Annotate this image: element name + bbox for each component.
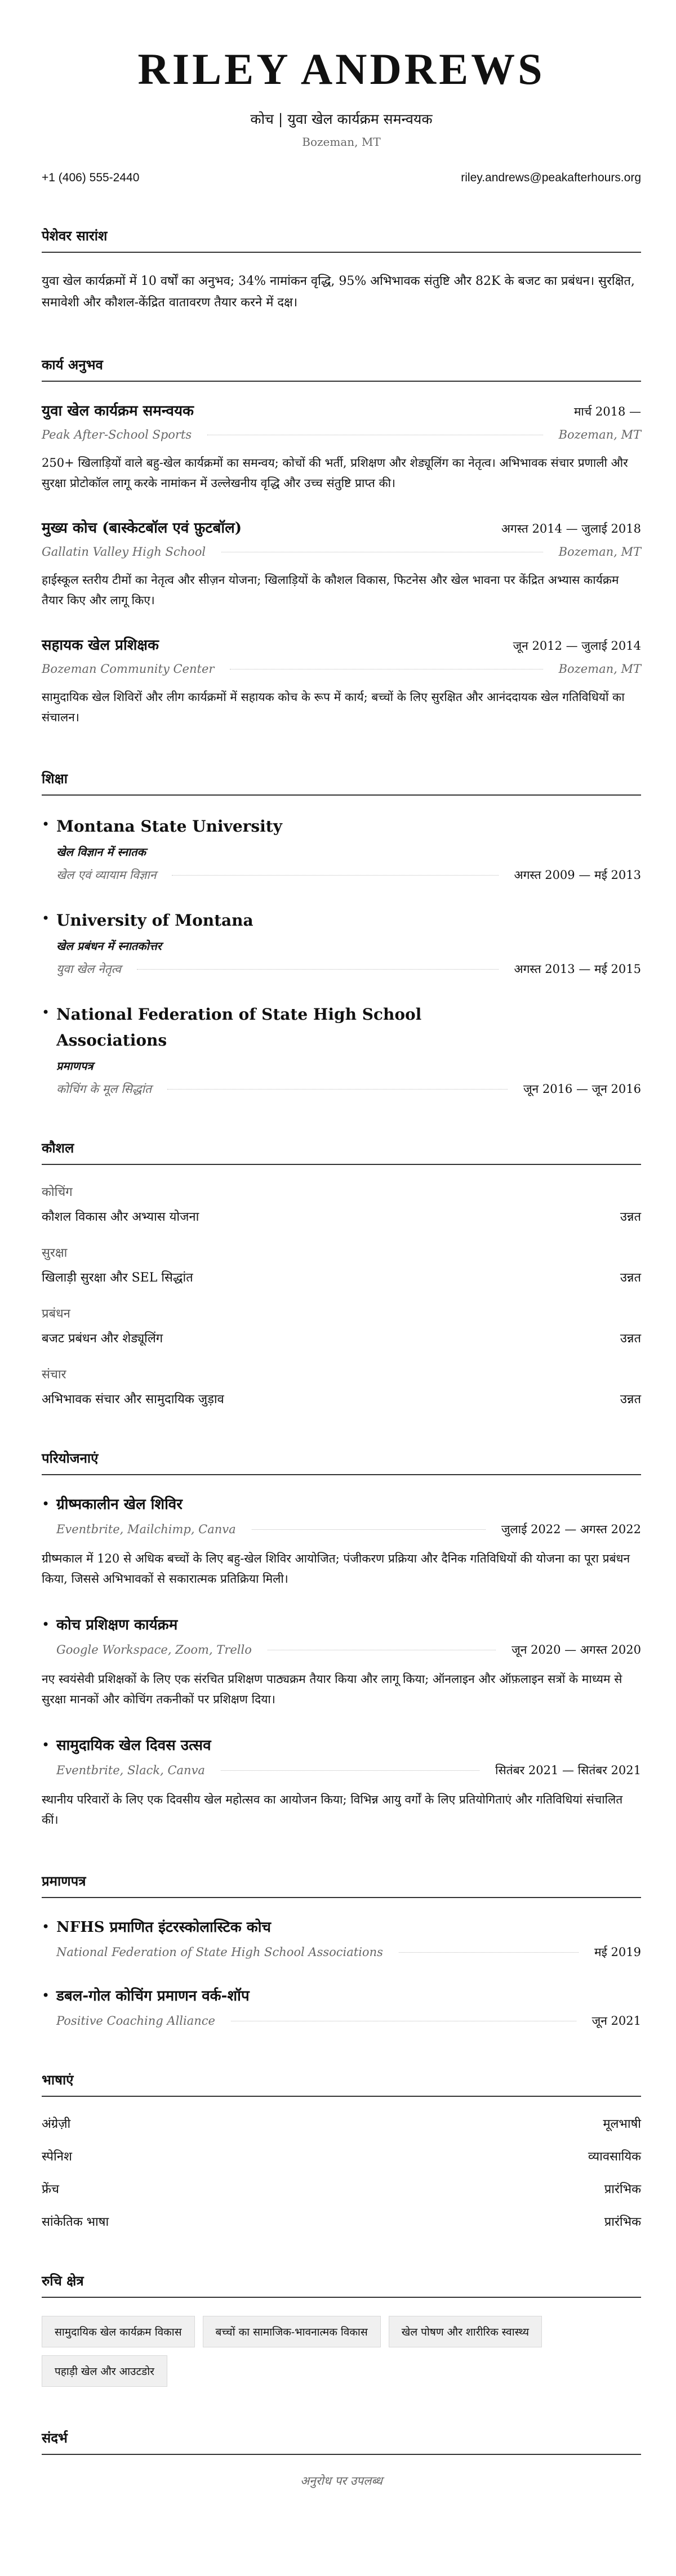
skill-level: उन्नत xyxy=(620,1210,641,1224)
interests-section xyxy=(42,2271,641,2387)
interest-tag: सामुदायिक खेल कार्यक्रम विकास xyxy=(42,2316,195,2347)
language-row xyxy=(42,2213,641,2230)
language-name: सांकेतिक भाषा xyxy=(42,2215,109,2229)
bullet-icon: • xyxy=(42,1919,50,1935)
skill-category: सुरक्षा xyxy=(42,1246,68,1260)
bullet-icon: • xyxy=(42,1496,50,1512)
job-date: मार्च 2018 — xyxy=(573,405,641,418)
skill-name: खिलाड़ी सुरक्षा और SEL सिद्धांत xyxy=(42,1271,193,1285)
skill-category: प्रबंधन xyxy=(42,1307,70,1321)
references-text: अनुरोध पर उपलब्ध xyxy=(300,2474,383,2488)
certification-date: मई 2019 xyxy=(594,1945,641,1959)
skill-group xyxy=(42,1244,641,1285)
job-entry xyxy=(42,400,641,493)
skill-name: बजट प्रबंधन और शेड्यूलिंग xyxy=(42,1332,163,1346)
project-description: स्थानीय परिवारों के लिए एक दिवसीय खेल महोत्सव का आयोजन किया; विभिन्न आयु वर्गों के लिए प्रतियोगिताएं और गतिविधियां संचालित कीं। xyxy=(42,1793,623,1827)
language-level: व्यावसायिक xyxy=(588,2150,641,2164)
certification-title: डबल-गोल कोचिंग प्रमाणन वर्क-शॉप xyxy=(56,1988,250,2004)
references-section xyxy=(42,2428,641,2489)
email-address[interactable]: riley.andrews@peakafterhours.org xyxy=(461,171,641,184)
skill-level: उन्नत xyxy=(620,1392,641,1407)
education-date: अगस्त 2013 — मई 2015 xyxy=(514,962,641,976)
leader-line xyxy=(221,1770,479,1771)
section-heading: कौशल xyxy=(42,1139,641,1165)
project-entry xyxy=(42,1614,641,1709)
language-name: फ्रेंच xyxy=(42,2182,59,2196)
project-title: सामुदायिक खेल दिवस उत्सव xyxy=(56,1737,211,1754)
section-heading: परियोजनाएं xyxy=(42,1449,641,1475)
job-date: जून 2012 — जुलाई 2014 xyxy=(513,639,641,653)
job-org: Gallatin Valley High School xyxy=(42,545,206,559)
education-entry xyxy=(42,814,641,883)
skill-group xyxy=(42,1183,641,1225)
language-level: प्रारंभिक xyxy=(604,2215,641,2229)
certifications-section xyxy=(42,1872,641,2029)
job-title: सहायक खेल प्रशिक्षक xyxy=(42,637,159,654)
section-heading: रुचि क्षेत्र xyxy=(42,2271,641,2298)
job-org: Peak After-School Sports xyxy=(42,428,192,441)
leader-line xyxy=(252,1529,486,1530)
skill-level: उन्नत xyxy=(620,1271,641,1285)
phone-number[interactable]: +1 (406) 555-2440 xyxy=(42,171,140,184)
resume-header xyxy=(42,0,641,149)
skills-section xyxy=(42,1139,641,1407)
leader-line xyxy=(167,1088,508,1090)
project-title: कोच प्रशिक्षण कार्यक्रम xyxy=(56,1617,178,1633)
project-tools: Eventbrite, Slack, Canva xyxy=(56,1764,205,1777)
degree-name: खेल विज्ञान में स्नातक xyxy=(56,845,146,859)
project-date: जुलाई 2022 — अगस्त 2022 xyxy=(501,1523,641,1536)
job-location: Bozeman, MT xyxy=(558,428,641,441)
certification-entry xyxy=(42,1985,641,2029)
degree-detail: खेल एवं व्यायाम विज्ञान xyxy=(56,868,157,882)
certification-date: जून 2021 xyxy=(592,2014,641,2028)
certification-org: Positive Coaching Alliance xyxy=(56,2014,215,2028)
job-org: Bozeman Community Center xyxy=(42,662,215,676)
skill-name: कौशल विकास और अभ्यास योजना xyxy=(42,1210,199,1224)
language-row xyxy=(42,2115,641,2132)
degree-name: प्रमाणपत्र xyxy=(56,1059,94,1073)
project-date: सितंबर 2021 — सितंबर 2021 xyxy=(495,1764,641,1777)
skill-category: कोचिंग xyxy=(42,1185,73,1199)
skill-level: उन्नत xyxy=(620,1332,641,1346)
education-date: अगस्त 2009 — मई 2013 xyxy=(514,868,641,882)
skill-group xyxy=(42,1365,641,1407)
project-description: नए स्वयंसेवी प्रशिक्षकों के लिए एक संरचित प्रशिक्षण पाठ्यक्रम तैयार किया और लागू किया; ऑनलाइन और ऑफ़लाइन सत्रों के माध्यम से सुरक्षा मानकों और कोचिंग तकनीकों पर प्रशिक्षण दिया। xyxy=(42,1672,622,1706)
leader-line xyxy=(231,2020,576,2021)
leader-line xyxy=(172,874,498,876)
job-location: Bozeman, MT xyxy=(558,545,641,559)
skill-category: संचार xyxy=(42,1368,66,1382)
job-entry xyxy=(42,634,641,727)
certification-title: NFHS प्रमाणित इंटरस्कोलास्टिक कोच xyxy=(56,1919,271,1936)
section-heading: कार्य अनुभव xyxy=(42,355,641,382)
project-entry xyxy=(42,1734,641,1830)
job-description: 250+ खिलाड़ियों वाले बहु-खेल कार्यक्रमों का समन्वय; कोचों की भर्ती, प्रशिक्षण और शेड्यूलिंग का नेतृत्व। अभिभावक संचार प्रणाली और सुरक्षा प्रोटोकॉल लागू करके नामांकन में उल्लेखनीय वृद्धि और उच्च संतुष्टि प्राप्त की। xyxy=(42,456,628,490)
project-tools: Eventbrite, Mailchimp, Canva xyxy=(56,1523,236,1536)
language-row xyxy=(42,2148,641,2164)
contact-row xyxy=(42,171,641,185)
job-date: अगस्त 2014 — जुलाई 2018 xyxy=(501,522,641,535)
interest-tag: खेल पोषण और शारीरिक स्वास्थ्य xyxy=(389,2316,542,2347)
job-location: Bozeman, MT xyxy=(558,662,641,676)
bullet-icon: • xyxy=(42,1004,50,1020)
languages-section xyxy=(42,2070,641,2230)
section-heading: शिक्षा xyxy=(42,769,641,796)
leader-line xyxy=(207,434,542,435)
project-entry xyxy=(42,1493,641,1589)
education-entry xyxy=(42,1002,641,1097)
language-name: अंग्रेज़ी xyxy=(42,2117,71,2131)
institution-name: National Federation of State High School Associations xyxy=(56,1005,422,1050)
section-heading: प्रमाणपत्र xyxy=(42,1872,641,1898)
bullet-icon: • xyxy=(42,1617,50,1632)
leader-line xyxy=(268,1649,496,1650)
language-name: स्पेनिश xyxy=(42,2150,72,2164)
bullet-icon: • xyxy=(42,910,50,926)
project-title: ग्रीष्मकालीन खेल शिविर xyxy=(56,1496,183,1513)
job-entry xyxy=(42,517,641,610)
summary-section xyxy=(42,226,641,314)
education-section xyxy=(42,769,641,1097)
section-heading: भाषाएं xyxy=(42,2070,641,2097)
experience-section xyxy=(42,355,641,727)
bullet-icon: • xyxy=(42,1988,50,2003)
language-row xyxy=(42,2180,641,2197)
skill-group xyxy=(42,1305,641,1346)
education-date: जून 2016 — जून 2016 xyxy=(523,1082,641,1096)
projects-section xyxy=(42,1449,641,1830)
leader-line xyxy=(230,668,542,669)
resume-page xyxy=(42,0,641,2489)
section-heading: संदर्भ xyxy=(42,2428,641,2455)
leader-line xyxy=(399,1952,579,1953)
project-date: जून 2020 — अगस्त 2020 xyxy=(512,1643,641,1657)
bullet-icon: • xyxy=(42,1737,50,1753)
project-description: ग्रीष्मकाल में 120 से अधिक बच्चों के लिए बहु-खेल शिविर आयोजित; पंजीकरण प्रक्रिया और दैनिक गतिविधियों की योजना का पूरा प्रबंधन किया, जिससे अभिभावकों से सकारात्मक प्रतिक्रिया मिली। xyxy=(42,1552,630,1586)
project-tools: Google Workspace, Zoom, Trello xyxy=(56,1643,252,1657)
certification-entry xyxy=(42,1916,641,1960)
job-description: सामुदायिक खेल शिविरों और लीग कार्यक्रमों में सहायक कोच के रूप में कार्य; बच्चों के लिए सुरक्षित और आनंददायक खेल गतिविधियों का संचालन। xyxy=(42,690,625,724)
bullet-icon: • xyxy=(42,816,50,832)
degree-detail: कोचिंग के मूल सिद्धांत xyxy=(56,1082,152,1096)
interest-tag: पहाड़ी खेल और आउटडोर xyxy=(42,2355,167,2387)
job-title: मुख्य कोच (बास्केटबॉल एवं फ़ुटबॉल) xyxy=(42,520,242,537)
language-level: मूलभाषी xyxy=(603,2117,641,2131)
summary-text: युवा खेल कार्यक्रमों में 10 वर्षों का अनुभव; 34% नामांकन वृद्धि, 95% अभिभावक संतुष्टि और 82K के बजट का प्रबंधन। सुरक्षित, समावेशी और कौशल-केंद्रित वातावरण तैयार करने में दक्ष। xyxy=(42,274,635,310)
interest-tag: बच्चों का सामाजिक-भावनात्मक विकास xyxy=(203,2316,381,2347)
language-level: प्रारंभिक xyxy=(604,2182,641,2196)
candidate-location: Bozeman, MT xyxy=(302,135,381,149)
certification-org: National Federation of State High School Associations xyxy=(56,1945,383,1959)
leader-line xyxy=(221,551,543,552)
skill-name: अभिभावक संचार और सामुदायिक जुड़ाव xyxy=(42,1392,224,1407)
job-description: हाईस्कूल स्तरीय टीमों का नेतृत्व और सीज़न योजना; खिलाड़ियों के कौशल विकास, फिटनेस और खेल भावना पर केंद्रित अभ्यास कार्यक्रम तैयार किए और लागू किए। xyxy=(42,573,619,607)
job-title: युवा खेल कार्यक्रम समन्वयक xyxy=(42,403,194,419)
candidate-name: RILEY ANDREWS xyxy=(137,44,545,93)
interest-tags xyxy=(42,2316,641,2387)
institution-name: Montana State University xyxy=(56,817,282,836)
degree-detail: युवा खेल नेतृत्व xyxy=(56,962,121,976)
leader-line xyxy=(137,968,499,970)
institution-name: University of Montana xyxy=(56,911,254,930)
candidate-title: कोच | युवा खेल कार्यक्रम समन्वयक xyxy=(250,111,433,127)
section-heading: पेशेवर सारांश xyxy=(42,226,641,253)
education-entry xyxy=(42,908,641,977)
degree-name: खेल प्रबंधन में स्नातकोत्तर xyxy=(56,939,162,953)
